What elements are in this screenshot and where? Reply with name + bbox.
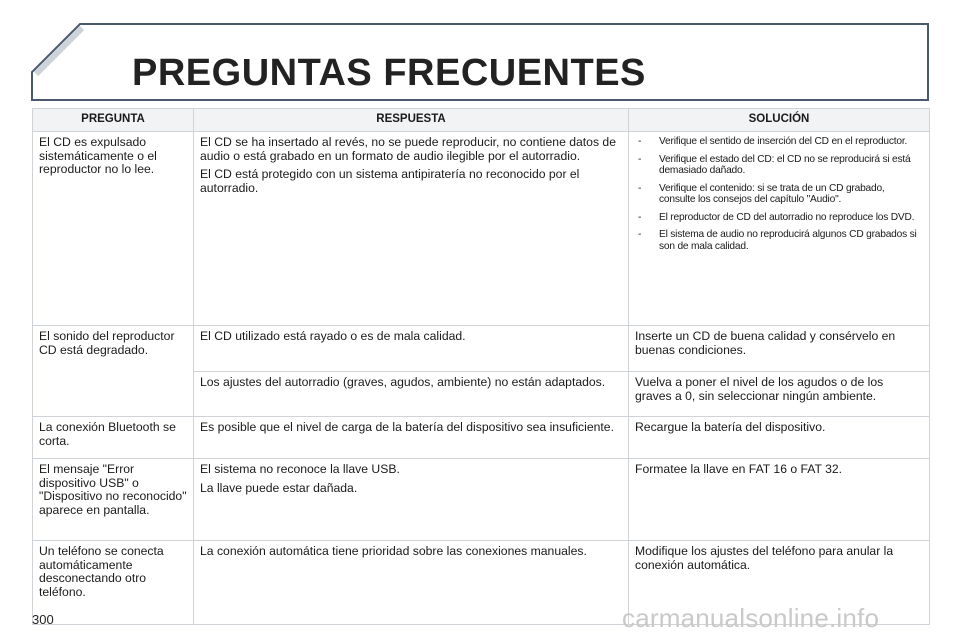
solution-cell bbox=[629, 459, 930, 541]
solution-list bbox=[635, 136, 923, 252]
answer-text: El CD está protegido con un sistema antipiratería no reconocido por el autorradio. bbox=[200, 167, 580, 195]
table-header-row bbox=[33, 109, 930, 132]
question-cell bbox=[33, 132, 194, 326]
question-cell bbox=[33, 326, 194, 417]
answer-text: El CD utilizado está rayado o es de mala calidad. bbox=[200, 329, 466, 343]
question-text: El CD es expulsado sistemáticamente o el reproductor no lo lee. bbox=[39, 135, 157, 176]
question-text: Un teléfono se conecta automáticamente desconectando otro teléfono. bbox=[39, 544, 164, 599]
solution-text: Inserte un CD de buena calidad y consérvelo en buenas condiciones. bbox=[635, 329, 896, 357]
page-title: PREGUNTAS FRECUENTES bbox=[132, 52, 646, 94]
solution-item: - El reproductor de CD del autorradio no reproduce los DVD. bbox=[635, 212, 923, 224]
answer-text: Los ajustes del autorradio (graves, agudos, ambiente) no están adaptados. bbox=[200, 375, 606, 389]
question-text: El mensaje "Error dispositivo USB" o "Dispositivo no reconocido" aparece en pantalla. bbox=[39, 462, 187, 517]
answer-text: El CD se ha insertado al revés, no se puede reproducir, no contiene datos de audio o está grabado en un formato de audio ilegible por el autorradio. bbox=[200, 135, 616, 163]
column-header-question: PREGUNTA bbox=[33, 109, 194, 132]
solution-cell bbox=[629, 132, 930, 326]
page-number: 300 bbox=[32, 612, 54, 627]
question-text: El sonido del reproductor CD está degradado. bbox=[39, 329, 175, 357]
solution-item: - El sistema de audio no reproducirá algunos CD grabados si son de mala calidad. bbox=[635, 229, 923, 252]
solution-item: - Verifique el estado del CD: el CD no se reproducirá si está demasiado dañado. bbox=[635, 154, 923, 177]
solution-text: Vuelva a poner el nivel de los agudos o de los graves a 0, sin seleccionar ningún ambiente. bbox=[635, 375, 884, 403]
solution-text: Modifique los ajustes del teléfono para anular la conexión automática. bbox=[635, 544, 894, 572]
solution-cell bbox=[629, 372, 930, 417]
solution-cell bbox=[629, 326, 930, 372]
table-row bbox=[33, 132, 930, 326]
answer-cell bbox=[194, 541, 629, 625]
answer-text: Es posible que el nivel de carga de la batería del dispositivo sea insuficiente. bbox=[200, 420, 614, 434]
solution-item: - Verifique el contenido: si se trata de un CD grabado, consulte los consejos del capítulo "Audio". bbox=[635, 183, 923, 206]
solution-text: Recargue la batería del dispositivo. bbox=[635, 420, 826, 434]
solution-cell bbox=[629, 417, 930, 459]
answer-text: El sistema no reconoce la llave USB. bbox=[200, 462, 400, 476]
question-cell bbox=[33, 541, 194, 625]
answer-cell bbox=[194, 326, 629, 372]
solution-item: - Verifique el sentido de inserción del CD en el reproductor. bbox=[635, 136, 923, 148]
answer-cell bbox=[194, 459, 629, 541]
table-row bbox=[33, 417, 930, 459]
question-cell bbox=[33, 417, 194, 459]
answer-text: La conexión automática tiene prioridad sobre las conexiones manuales. bbox=[200, 544, 587, 558]
question-cell bbox=[33, 459, 194, 541]
faq-table bbox=[32, 108, 930, 625]
answer-cell bbox=[194, 417, 629, 459]
watermark: carmanualsonline.info bbox=[622, 603, 880, 633]
solution-text: Formatee la llave en FAT 16 o FAT 32. bbox=[635, 462, 843, 476]
question-text: La conexión Bluetooth se corta. bbox=[39, 420, 176, 448]
answer-cell bbox=[194, 132, 629, 326]
table-row bbox=[33, 326, 930, 372]
column-header-solution: SOLUCIÓN bbox=[629, 109, 930, 132]
answer-cell bbox=[194, 372, 629, 417]
table-row bbox=[33, 459, 930, 541]
answer-text: La llave puede estar dañada. bbox=[200, 480, 358, 495]
column-header-answer: RESPUESTA bbox=[194, 109, 629, 132]
